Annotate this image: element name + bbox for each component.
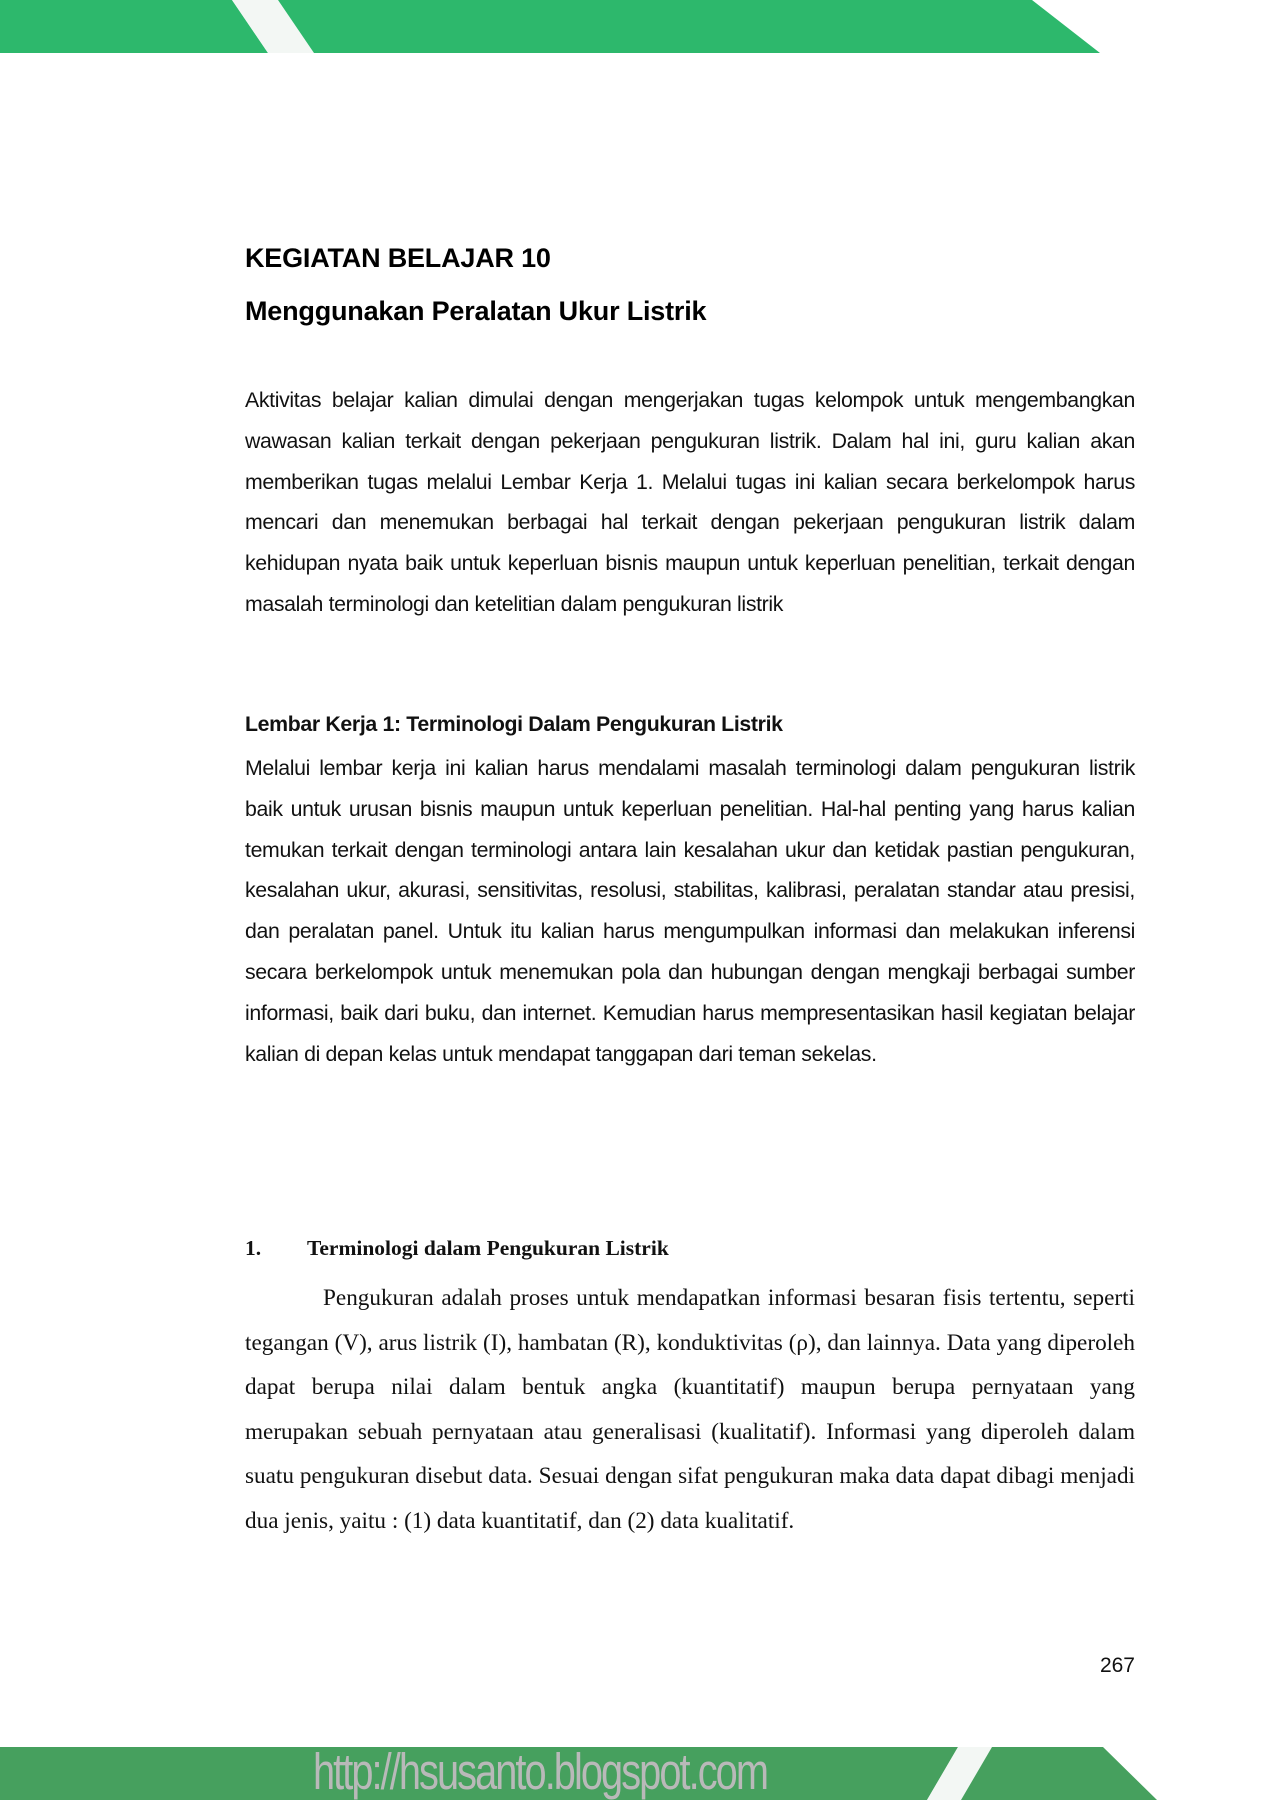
section-paragraph: Pengukuran adalah proses untuk mendapatkan informasi besaran fisis tertentu, seperti tegangan (V), arus listrik (I), hambatan (R), konduktivitas (ρ), dan lainnya. Data yang diperoleh dapat berupa nilai dalam bentuk angka (kuantitatif) maupun berupa pernyataan yang merupakan sebuah pernyataan atau generalisasi (kualitatif). Informasi yang diperoleh dalam suatu pengukuran disebut data. Sesuai dengan sifat pengukuran maka data dapat dibagi menjadi dua jenis, yaitu : (1) data kuantitatif, dan (2) data kualitatif.	[245, 1285, 1135, 1534]
page-subtitle: Menggunakan Peralatan Ukur Listrik	[245, 296, 707, 326]
top-header-banner	[0, 0, 1272, 54]
section-number: 1.	[245, 1236, 262, 1260]
worksheet-paragraph: Melalui lembar kerja ini kalian harus mendalami masalah terminologi dalam pengukuran listrik baik untuk urusan bisnis maupun untuk keperluan penelitian. Hal-hal penting yang harus kalian temukan terkait dengan terminologi antara lain kesalahan ukur dan ketidak pastian pengukuran, kesalahan ukur, akurasi, sensitivitas, resolusi, stabilitas, kalibrasi, peralatan standar atau presisi, dan peralatan panel. Untuk itu kalian harus mengumpulkan informasi dan melakukan inferensi secara berkelompok untuk menemukan pola dan hubungan dengan mengkaji berbagai sumber informasi, baik dari buku, dan internet. Kemudian harus mempresentasikan hasil kegiatan belajar kalian di depan kelas untuk mendapat tanggapan dari teman sekelas.	[245, 756, 1135, 1066]
worksheet-heading: Lembar Kerja 1: Terminologi Dalam Pengukuran Listrik	[245, 712, 783, 736]
page-number: 267	[1099, 1654, 1135, 1677]
section-title: Terminologi dalam Pengukuran Listrik	[307, 1236, 669, 1260]
banner-left-block	[0, 0, 268, 53]
section-heading	[245, 1236, 669, 1261]
page-title: KEGIATAN BELAJAR 10	[245, 243, 551, 273]
intro-paragraph: Aktivitas belajar kalian dimulai dengan mengerjakan tugas kelompok untuk mengembangkan wawasan kalian terkait dengan pekerjaan pengukuran listrik. Dalam hal ini, guru kalian akan memberikan tugas melalui Lembar Kerja 1. Melalui tugas ini kalian secara berkelompok harus mencari dan menemukan berbagai hal terkait dengan pekerjaan pengukuran listrik dalam kehidupan nyata baik untuk keperluan bisnis maupun untuk keperluan penelitian, terkait dengan masalah terminologi dan ketelitian dalam pengukuran listrik	[245, 388, 1135, 616]
footer-right-block	[961, 1747, 1157, 1800]
watermark-url: http://hsusanto.blogspot.com	[313, 1743, 768, 1800]
banner-main-block	[278, 0, 1100, 53]
